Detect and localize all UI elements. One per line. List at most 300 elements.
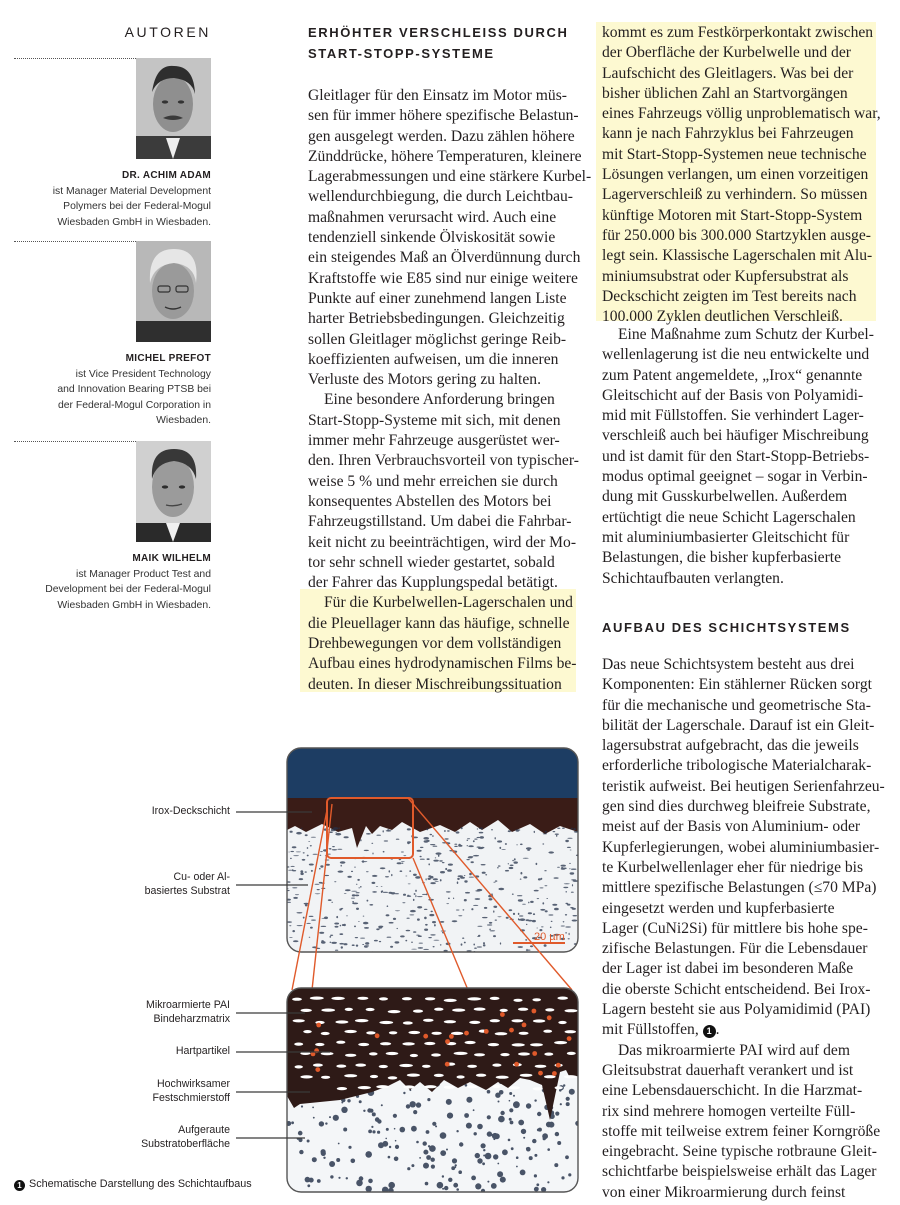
texture-speck: [352, 894, 356, 896]
texture-speck: [464, 880, 467, 882]
texture-speck: [526, 924, 527, 925]
figure-graphic: [0, 740, 590, 1200]
texture-speck: [400, 1127, 406, 1133]
solid-lubricant-flake: [345, 1054, 356, 1057]
texture-speck: [473, 905, 478, 906]
solid-lubricant-flake: [474, 1008, 486, 1011]
solid-lubricant-flake: [554, 1041, 567, 1044]
texture-speck: [440, 879, 442, 881]
texture-speck: [440, 1150, 446, 1156]
texture-speck: [565, 932, 567, 933]
solid-lubricant-flake: [493, 1085, 501, 1088]
text-line-content: der Lager ist dabei im besonderen Maße: [602, 960, 854, 978]
text-line-content: künftige Motoren mit Start-Stopp-System: [602, 206, 863, 224]
solid-lubricant-flake: [474, 1053, 485, 1056]
texture-speck: [452, 1158, 457, 1163]
texture-speck: [519, 915, 523, 916]
texture-speck: [402, 862, 403, 864]
text-line: [308, 553, 573, 573]
texture-speck: [409, 914, 414, 915]
texture-speck: [528, 912, 532, 914]
texture-speck: [432, 835, 434, 837]
solid-lubricant-flake: [389, 1031, 397, 1034]
texture-speck: [388, 1182, 395, 1189]
text-line-content: der Fahrer das Kupplungspedal betätigt.: [308, 574, 558, 592]
text-line: [602, 655, 882, 675]
text-line: [308, 390, 573, 410]
text-line-content: te Kurbelwellenlager eher für niedrige bis: [602, 858, 864, 876]
texture-speck: [408, 884, 411, 885]
text-line: [602, 1162, 882, 1182]
text-line: [308, 512, 573, 532]
text-line: [308, 492, 573, 512]
body-text-column-highlighted: [602, 23, 882, 327]
texture-speck: [296, 852, 301, 853]
solid-lubricant-flake: [402, 997, 412, 1000]
texture-speck: [347, 876, 351, 878]
texture-speck: [481, 1143, 486, 1148]
texture-speck: [545, 831, 548, 833]
texture-speck: [402, 902, 405, 903]
texture-speck: [465, 892, 470, 894]
texture-speck: [383, 830, 384, 832]
texture-speck: [311, 920, 316, 921]
texture-speck: [395, 941, 400, 943]
body-text-column: [602, 655, 885, 1203]
text-line-content: bisher üblichen Zahl an Startvorgängen: [602, 84, 848, 102]
texture-speck: [335, 832, 337, 833]
solid-lubricant-flake: [366, 1031, 375, 1034]
texture-speck: [396, 839, 400, 840]
text-line-content: Das mikroarmierte PAI wird auf dem: [618, 1041, 850, 1059]
texture-speck: [566, 1102, 570, 1106]
texture-speck: [351, 898, 355, 899]
texture-speck: [447, 1113, 453, 1119]
solid-lubricant-flake: [293, 1019, 305, 1022]
hard-particle: [500, 1012, 505, 1017]
texture-speck: [523, 858, 529, 859]
texture-speck: [423, 1163, 429, 1169]
text-line-content: Kraftstoffe wie E85 sind nur einige weitere: [308, 269, 578, 287]
texture-speck: [431, 911, 433, 913]
solid-lubricant-flake: [532, 998, 541, 1001]
texture-speck: [298, 1131, 303, 1136]
texture-speck: [358, 921, 360, 922]
texture-speck: [334, 923, 339, 925]
figure-label: Aufgeraute: [178, 1124, 230, 1136]
texture-speck: [491, 829, 493, 830]
texture-speck: [467, 838, 470, 839]
texture-speck: [498, 888, 504, 890]
texture-speck: [561, 865, 566, 867]
texture-speck: [320, 855, 322, 856]
texture-speck: [477, 946, 482, 947]
text-line: [308, 106, 579, 126]
texture-speck: [464, 942, 466, 944]
text-line-content: Eine besondere Anforderung bringen: [324, 391, 555, 409]
texture-speck: [380, 867, 386, 869]
solid-lubricant-flake: [545, 1008, 554, 1011]
texture-speck: [510, 1121, 514, 1125]
texture-speck: [526, 847, 532, 850]
text-line: [308, 573, 573, 593]
solid-lubricant-flake: [410, 1054, 418, 1057]
solid-lubricant-flake: [379, 1021, 393, 1024]
texture-speck: [407, 842, 410, 844]
texture-speck: [388, 1156, 391, 1159]
solid-lubricant-flake: [457, 1075, 465, 1078]
texture-speck: [293, 855, 299, 856]
solid-lubricant-flake: [300, 1075, 312, 1078]
solid-lubricant-flake: [310, 997, 324, 1000]
texture-speck: [448, 898, 450, 900]
texture-speck: [323, 1157, 325, 1159]
texture-speck: [354, 926, 356, 928]
texture-speck: [407, 828, 411, 830]
solid-lubricant-flake: [423, 1019, 434, 1022]
texture-speck: [554, 877, 559, 879]
text-line: [602, 528, 882, 548]
texture-speck: [344, 893, 347, 894]
texture-speck: [302, 859, 306, 861]
text-line: [602, 406, 882, 426]
text-line: [602, 104, 882, 124]
text-line-content: eines Fahrzeugs völlig unproblematisch war,: [602, 105, 881, 123]
texture-speck: [381, 1104, 383, 1106]
text-line-content: Schichtaufbauten verlangten.: [602, 569, 784, 587]
texture-speck: [554, 1163, 558, 1167]
texture-speck: [386, 914, 390, 916]
texture-speck: [420, 856, 422, 858]
texture-speck: [358, 887, 360, 888]
texture-speck: [433, 878, 438, 880]
texture-speck: [290, 858, 292, 859]
texture-speck: [473, 840, 475, 842]
text-line-content: für die mechanische und geometrische Sta-: [602, 696, 871, 714]
text-line: [602, 145, 882, 165]
texture-speck: [433, 846, 438, 847]
solid-lubricant-flake: [565, 1030, 577, 1033]
texture-speck: [498, 1101, 500, 1103]
texture-speck: [430, 876, 434, 879]
texture-speck: [321, 1151, 326, 1156]
texture-speck: [426, 1155, 431, 1160]
figure-reference-badge[interactable]: 1: [703, 1025, 716, 1038]
texture-speck: [371, 1126, 373, 1128]
text-line: [602, 226, 882, 246]
texture-speck: [383, 892, 389, 893]
texture-speck: [426, 1130, 430, 1134]
author-bio: [45, 567, 211, 613]
texture-speck: [293, 940, 299, 942]
texture-speck: [367, 900, 369, 902]
texture-speck: [482, 1162, 485, 1165]
texture-speck: [466, 1123, 472, 1129]
solid-lubricant-flake: [431, 1053, 441, 1056]
texture-speck: [407, 1167, 410, 1170]
texture-speck: [515, 829, 520, 831]
texture-speck: [547, 1181, 549, 1183]
texture-speck: [417, 896, 423, 897]
texture-speck: [571, 879, 576, 880]
solid-lubricant-flake: [294, 1043, 303, 1046]
texture-speck: [454, 846, 458, 847]
texture-speck: [357, 879, 360, 881]
texture-speck: [403, 855, 406, 856]
texture-speck: [433, 860, 438, 862]
solid-lubricant-flake: [519, 1032, 529, 1035]
text-line-content: Aufbau eines hydrodynamischen Films be-: [308, 655, 577, 673]
texture-speck: [547, 1148, 550, 1151]
text-line: [308, 634, 573, 654]
hard-particle: [423, 1034, 428, 1039]
texture-speck: [342, 924, 346, 926]
texture-speck: [570, 872, 575, 874]
texture-speck: [406, 930, 411, 932]
text-line-content: wellenlagerung ist die neu entwickelte und: [602, 346, 870, 364]
figure-label: Substratoberfläche: [141, 1138, 230, 1150]
solid-lubricant-flake: [321, 1032, 330, 1035]
texture-speck: [433, 922, 436, 923]
texture-speck: [445, 868, 447, 870]
texture-speck: [366, 871, 369, 872]
texture-speck: [487, 1090, 491, 1094]
texture-speck: [414, 893, 416, 895]
texture-speck: [332, 849, 337, 850]
texture-speck: [500, 1111, 504, 1115]
solid-lubricant-flake: [444, 1086, 455, 1089]
text-line-content: lagersubstrat aufgebracht, das die jeweils: [602, 737, 859, 755]
texture-speck: [351, 871, 353, 872]
texture-speck: [498, 865, 501, 866]
solid-lubricant-flake: [337, 1087, 347, 1090]
texture-speck: [424, 909, 428, 910]
text-line-content: immer mehr Fahrzeuge ausgerüstet wer-: [308, 432, 560, 450]
text-line: [602, 777, 885, 797]
solid-lubricant-flake: [413, 1010, 423, 1013]
hard-particle: [552, 1071, 557, 1076]
solid-lubricant-flake: [331, 997, 344, 1000]
texture-speck: [495, 837, 496, 839]
texture-speck: [428, 1145, 430, 1147]
text-line-content: die Pleuellager kann das häufige, schnelle: [308, 614, 570, 632]
texture-speck: [291, 1121, 294, 1124]
texture-speck: [356, 908, 359, 910]
author-bio-line: der Federal-Mogul Corporation in: [57, 399, 211, 411]
text-line: [308, 431, 573, 451]
solid-lubricant-flake: [366, 1008, 375, 1011]
solid-lubricant-flake: [454, 1052, 468, 1055]
texture-speck: [471, 861, 474, 863]
text-line: [602, 165, 882, 185]
figure-schichtaufbau: [0, 740, 590, 1200]
text-line: [602, 675, 882, 695]
text-line: [602, 386, 882, 406]
texture-speck: [544, 885, 547, 886]
texture-speck: [351, 891, 357, 892]
texture-speck: [413, 931, 416, 933]
texture-speck: [391, 892, 396, 894]
texture-speck: [542, 1133, 548, 1139]
solid-lubricant-flake: [399, 1064, 413, 1067]
texture-speck: [345, 889, 351, 891]
texture-speck: [301, 1105, 303, 1107]
texture-speck: [319, 1121, 324, 1126]
text-line: [602, 287, 882, 307]
text-line-content: erforderliche tribologische Materialcharak-: [602, 757, 872, 775]
texture-speck: [570, 907, 573, 908]
texture-speck: [480, 836, 484, 839]
texture-speck: [378, 926, 383, 928]
texture-speck: [493, 1154, 498, 1159]
texture-speck: [303, 917, 305, 919]
texture-speck: [532, 1139, 536, 1143]
dotted-divider: [14, 241, 136, 242]
texture-speck: [347, 1099, 350, 1102]
texture-speck: [435, 857, 436, 858]
hard-particle: [532, 1051, 537, 1056]
author-name: MICHEL PREFOT: [125, 353, 211, 364]
texture-speck: [423, 1141, 427, 1145]
texture-speck: [376, 928, 379, 930]
scale-bar-label: 20 µm: [534, 931, 565, 943]
texture-speck: [405, 876, 407, 877]
text-line: [602, 1081, 882, 1101]
texture-speck: [415, 895, 416, 897]
texture-speck: [368, 1179, 373, 1184]
texture-speck: [410, 910, 416, 912]
texture-speck: [305, 1177, 311, 1183]
author-bio-line: Wiesbaden GmbH in Wiesbaden.: [57, 599, 211, 611]
solid-lubricant-flake: [434, 1074, 444, 1077]
solid-lubricant-flake: [509, 1086, 520, 1089]
texture-speck: [307, 855, 309, 857]
text-line-content: bilität der Lagerschale. Darauf ist ein Gleit-: [602, 716, 875, 734]
text-line-content: konsequentes Abstellen des Motors bei: [308, 492, 552, 510]
hard-particle: [556, 1063, 561, 1068]
texture-speck: [297, 925, 303, 926]
texture-speck: [516, 1166, 518, 1168]
texture-speck: [417, 850, 422, 852]
text-line-content: für 250.000 bis 300.000 Startzyklen ausge-: [602, 226, 871, 244]
solid-lubricant-flake: [500, 1053, 509, 1056]
text-line-content: Fahrzeugstillstand. Um dabei die Fahrbar-: [308, 513, 572, 531]
texture-speck: [571, 828, 573, 830]
texture-speck: [411, 949, 417, 950]
figure-label: Bindeharzmatrix: [153, 1013, 230, 1025]
hard-particle: [538, 1071, 543, 1076]
text-line-content: kann je nach Fahrzyklus bei Fahrzeugen: [602, 125, 854, 143]
texture-speck: [555, 834, 559, 835]
texture-speck: [512, 860, 514, 862]
text-line: [308, 330, 573, 350]
texture-speck: [573, 915, 578, 916]
texture-speck: [288, 852, 289, 853]
solid-lubricant-flake: [358, 1043, 369, 1046]
texture-speck: [511, 1147, 514, 1150]
texture-speck: [319, 868, 321, 870]
texture-speck: [440, 871, 445, 873]
texture-speck: [289, 925, 291, 926]
section-heading: [308, 23, 568, 64]
texture-speck: [553, 831, 556, 832]
texture-speck: [325, 1122, 327, 1124]
texture-speck: [477, 1124, 483, 1130]
text-line-content: tendenziell sinkende Ölviskosität sowie: [308, 229, 556, 247]
text-line: [602, 1102, 882, 1122]
texture-speck: [521, 1129, 526, 1134]
texture-speck: [485, 874, 487, 875]
text-line-content: Gleitlager für den Einsatz im Motor müs-: [308, 87, 567, 104]
texture-speck: [338, 871, 344, 873]
text-line-content: stoffe mit teilweise extrem feiner Korngröße: [602, 1122, 881, 1140]
text-line: [602, 1000, 882, 1020]
texture-speck: [384, 840, 388, 841]
texture-speck: [363, 922, 368, 925]
text-line: [308, 654, 577, 674]
texture-speck: [477, 837, 481, 838]
texture-speck: [565, 1155, 569, 1159]
texture-speck: [379, 941, 381, 942]
texture-speck: [310, 845, 312, 846]
texture-speck: [360, 839, 361, 841]
solid-lubricant-flake: [469, 1021, 480, 1024]
text-line-content: 100.000 Zyklen deutlichen Verschleiß.: [602, 308, 843, 326]
texture-speck: [397, 862, 402, 864]
texture-speck: [366, 1186, 372, 1192]
texture-speck: [395, 1140, 397, 1142]
texture-speck: [536, 863, 538, 865]
body-text-column: [308, 86, 592, 695]
texture-speck: [534, 1187, 539, 1192]
texture-speck: [389, 1146, 391, 1148]
texture-speck: [554, 908, 559, 911]
texture-speck: [401, 861, 405, 862]
solid-lubricant-flake: [402, 1042, 414, 1045]
solid-lubricant-flake: [490, 997, 500, 1000]
texture-speck: [300, 873, 303, 876]
texture-speck: [367, 1108, 371, 1112]
text-line: [308, 451, 579, 471]
texture-speck: [428, 863, 430, 865]
figure-label: Mikroarmierte PAI: [146, 999, 230, 1011]
texture-speck: [429, 914, 434, 916]
texture-speck: [413, 899, 415, 901]
texture-speck: [331, 902, 333, 903]
author-photo: [136, 58, 211, 159]
texture-speck: [292, 887, 297, 888]
texture-speck: [555, 1132, 559, 1136]
text-line: [602, 508, 882, 528]
texture-speck: [464, 1113, 469, 1118]
texture-speck: [328, 899, 332, 901]
solid-lubricant-flake: [565, 1009, 578, 1012]
author-bio-line: and Innovation Bearing PTSB bei: [57, 384, 211, 396]
texture-speck: [309, 937, 311, 938]
texture-speck: [491, 1183, 497, 1189]
texture-speck: [338, 1177, 340, 1179]
texture-speck: [339, 827, 340, 829]
texture-speck: [473, 1109, 475, 1111]
author-photo: [136, 441, 211, 542]
text-line: [602, 84, 882, 104]
solid-lubricant-flake: [444, 1020, 456, 1023]
solid-lubricant-flake: [425, 997, 435, 1000]
texture-speck: [394, 1128, 396, 1130]
texture-speck: [324, 917, 328, 920]
text-line: [602, 206, 882, 226]
texture-speck: [522, 904, 526, 905]
